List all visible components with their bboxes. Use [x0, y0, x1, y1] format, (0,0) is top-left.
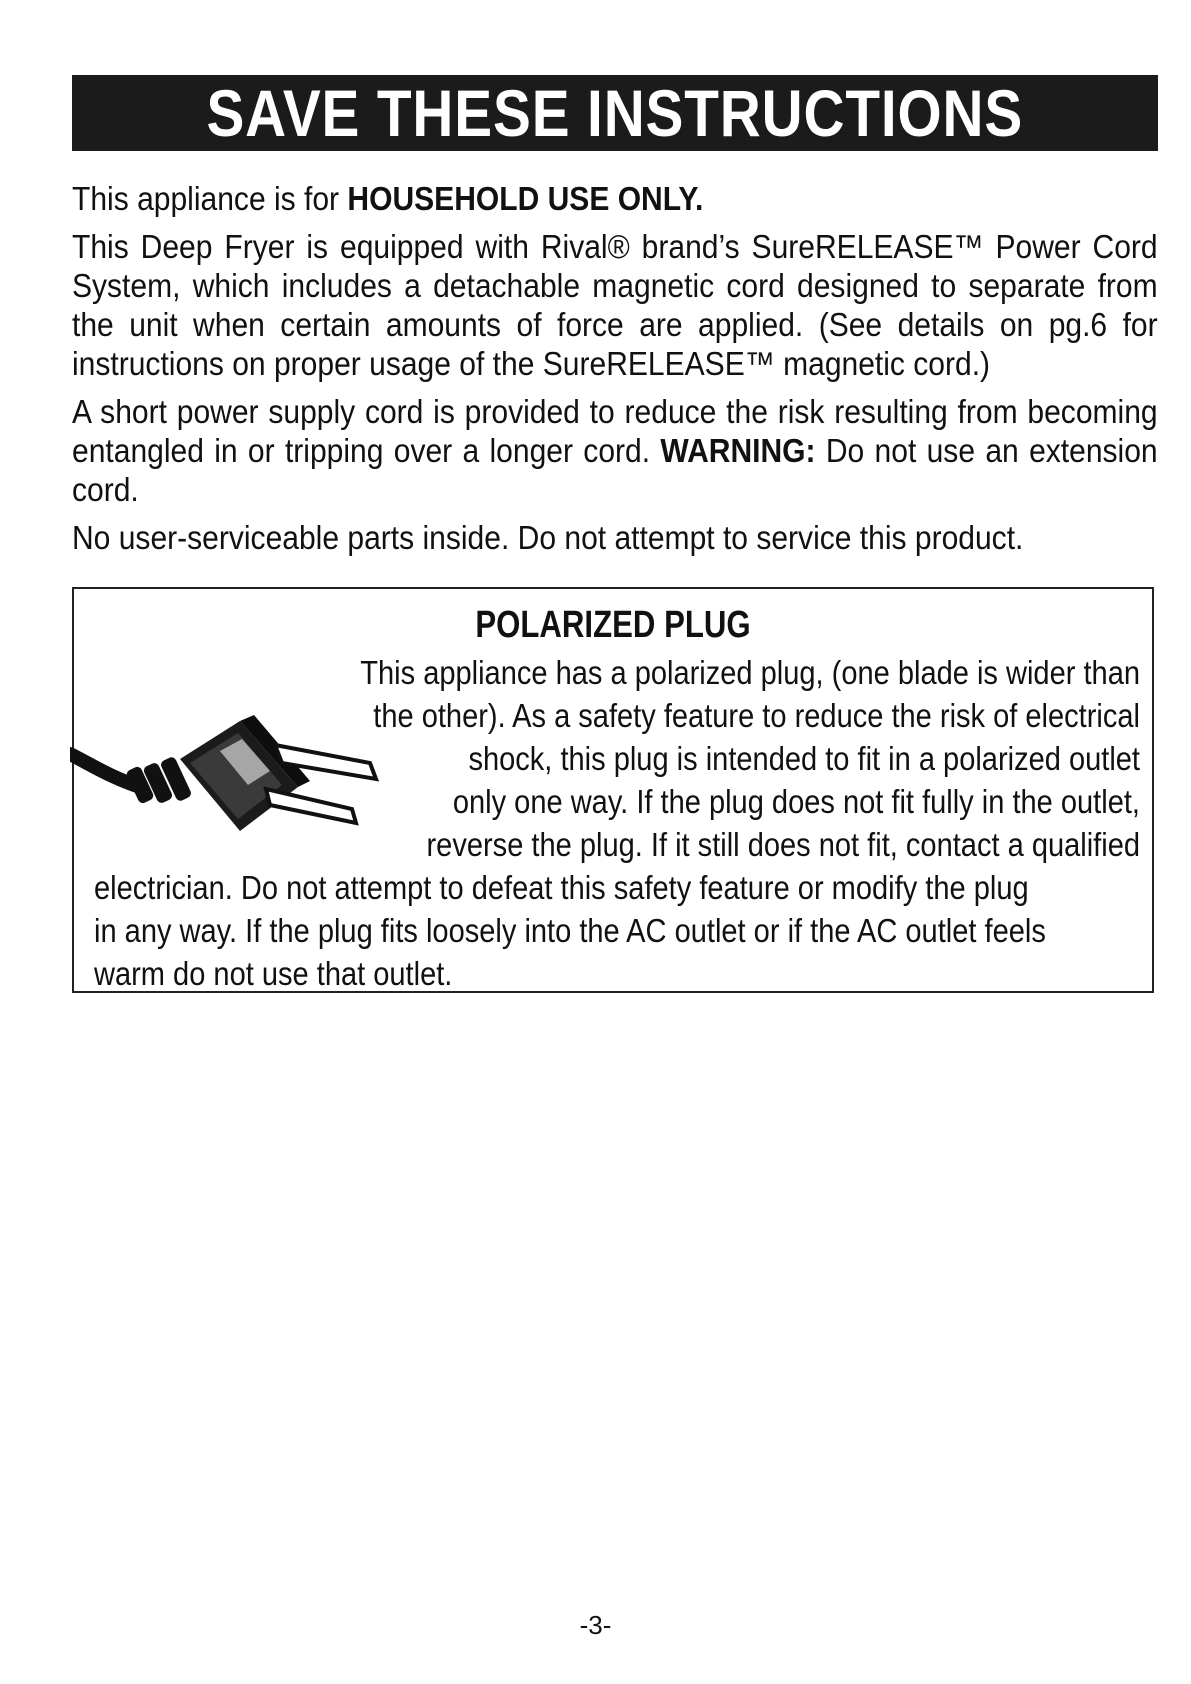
notice-line-1: This appliance has a polarized plug, (one blade is wider than: [360, 654, 1140, 691]
notice-line-7: in any way. If the plug fits loosely into the AC outlet or if the AC outlet feels: [94, 912, 1046, 949]
polarized-plug-title: POLARIZED PLUG: [475, 604, 751, 646]
no-service-paragraph: No user-serviceable parts inside. Do not attempt to service this product.: [72, 519, 1024, 556]
surerelease-paragraph: This Deep Fryer is equipped with Rival® brand’s SureRELEASE™ Power Cord System, which includes a detachable magnetic cord designed to separate from the unit when certain amounts of force are applied. (See details on pg.6 for instructions on proper usage of the SureRELEASE™ magnetic cord.): [72, 228, 1158, 382]
notice-line-2: the other). As a safety feature to reduce the risk of electrical: [373, 697, 1140, 734]
short-cord-lead-text: A short power supply cord is provided to reduce the risk resulting from becoming entangled in or tripping over a longer cord.: [72, 393, 1158, 469]
household-lead-text: This appliance is for: [72, 180, 348, 217]
short-cord-tail-text: Do not use an extension cord.: [72, 432, 1158, 508]
instruction-page: [72, 75, 1158, 993]
page-number: -3-: [579, 1610, 612, 1640]
polarized-plug-text: [94, 651, 1140, 995]
short-cord-paragraph: [72, 392, 1158, 509]
polarized-plug-notice: [72, 587, 1154, 993]
household-use-bold: HOUSEHOLD USE ONLY.: [347, 180, 704, 217]
warning-label: WARNING:: [660, 432, 816, 469]
notice-line-4: only one way. If the plug does not fit fully in the outlet,: [452, 783, 1140, 820]
save-instructions-banner: [72, 75, 1158, 151]
notice-line-8: warm do not use that outlet.: [94, 955, 453, 992]
notice-line-3: shock, this plug is intended to fit in a polarized outlet: [468, 740, 1140, 777]
household-use-paragraph: [72, 179, 1158, 218]
notice-line-5: reverse the plug. If it still does not fit, contact a qualified: [426, 826, 1140, 863]
instructions-body: [72, 179, 1158, 557]
banner-title: SAVE THESE INSTRUCTIONS: [206, 76, 1024, 150]
notice-line-6: electrician. Do not attempt to defeat this safety feature or modify the plug: [94, 869, 1029, 906]
